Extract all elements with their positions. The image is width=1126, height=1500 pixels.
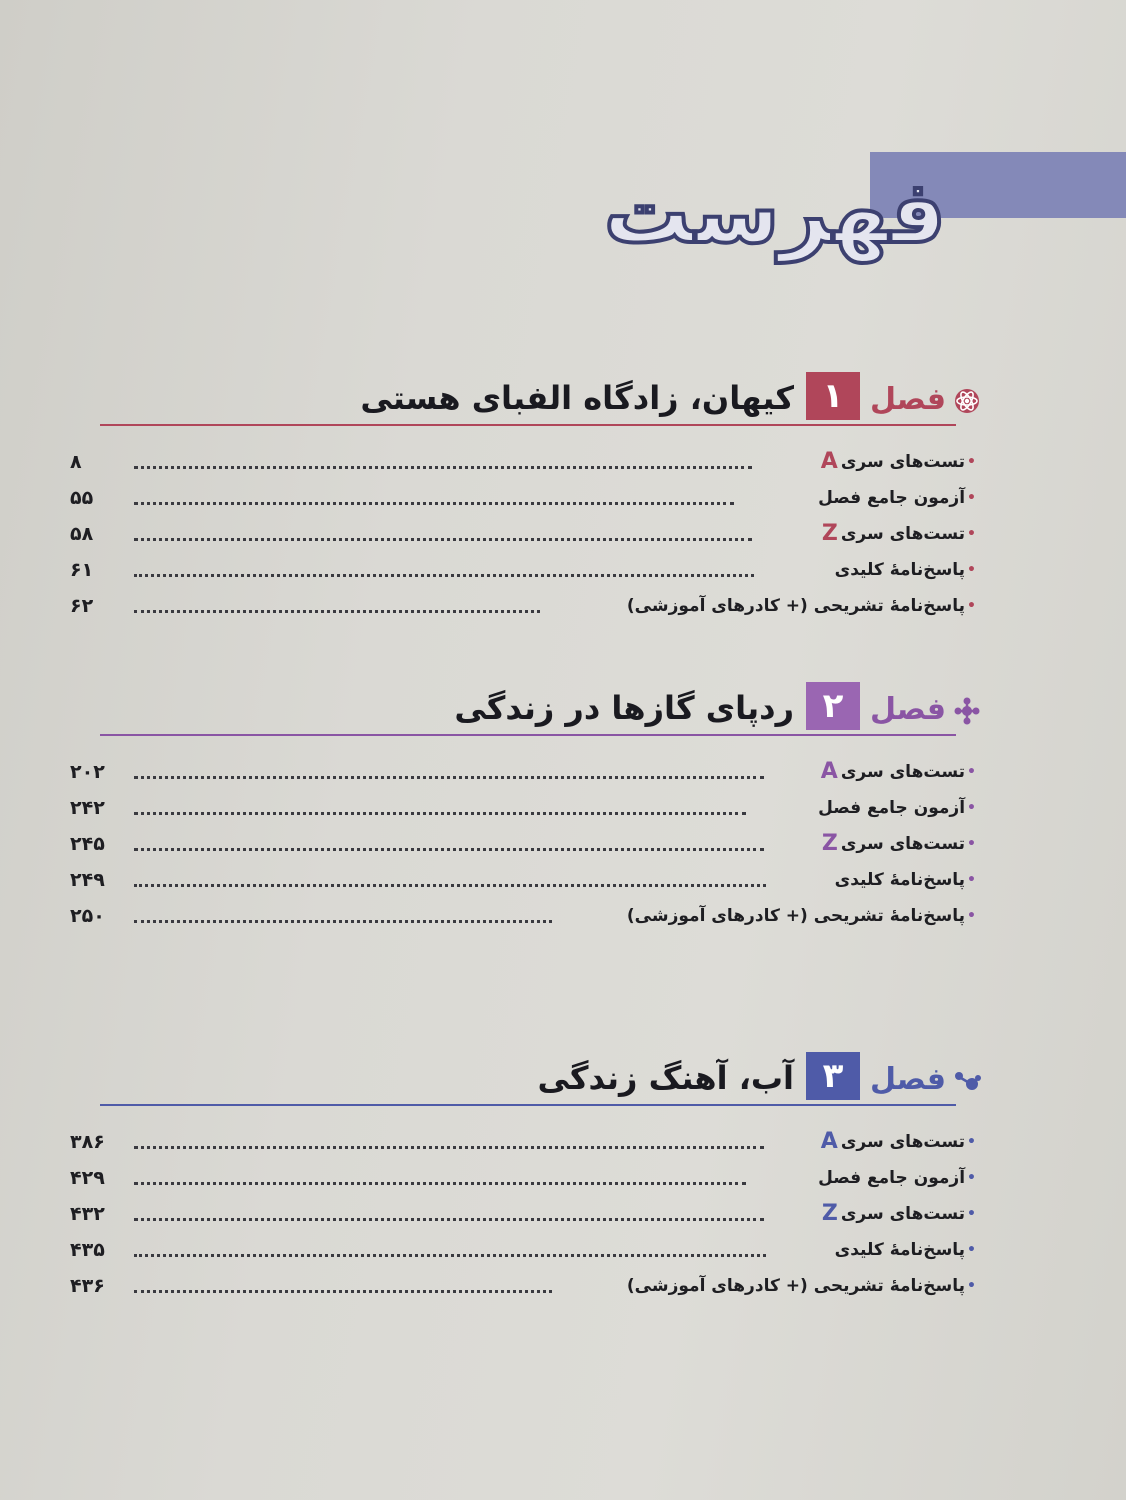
chapter-label: فصل — [870, 1062, 946, 1097]
toc-entry[interactable] — [70, 588, 976, 624]
bullet-icon: • — [967, 800, 976, 816]
chapter-divider — [100, 734, 956, 736]
series-label: A — [820, 759, 838, 784]
entry-list — [70, 754, 976, 934]
toc-entry[interactable] — [70, 1232, 976, 1268]
atom-icon — [952, 386, 982, 416]
leader-dots — [134, 1254, 766, 1257]
page-number: ۵۸ — [70, 523, 94, 545]
series-label: Z — [821, 1201, 838, 1226]
chapter-title: ردپای گازها در زندگی — [454, 689, 794, 727]
bullet-icon: • — [967, 454, 976, 470]
page-number: ۲۴۲ — [70, 797, 105, 819]
toc-entry[interactable] — [70, 754, 976, 790]
entry-title: تست‌های سری — [840, 1132, 966, 1152]
chapter-1 — [70, 372, 976, 617]
entry-title: پاسخ‌نامۀ تشریحی (+ کادرهای آموزشی) — [626, 1276, 966, 1296]
leader-dots — [134, 502, 734, 505]
toc-entry[interactable] — [70, 516, 976, 552]
series-label: Z — [821, 521, 838, 546]
page-number: ۵۵ — [70, 487, 94, 509]
entry-title: تست‌های سری — [840, 524, 966, 544]
entry-title: تست‌های سری — [840, 452, 966, 472]
chapter-label: فصل — [870, 382, 946, 417]
series-label: A — [820, 1129, 838, 1154]
leader-dots — [134, 920, 552, 923]
bullet-icon: • — [967, 598, 976, 614]
leader-dots — [134, 812, 746, 815]
toc-entry[interactable] — [70, 898, 976, 934]
chapter-header — [100, 682, 976, 732]
page-number: ۶۲ — [70, 595, 94, 617]
page-number: ۲۵۰ — [70, 905, 105, 927]
page-number: ۶۱ — [70, 559, 94, 581]
bullet-icon: • — [967, 1242, 976, 1258]
bullet-icon: • — [967, 908, 976, 924]
leader-dots — [134, 1218, 764, 1221]
bullet-icon: • — [967, 836, 976, 852]
leader-dots — [134, 1290, 552, 1293]
page-number: ۸ — [70, 451, 82, 473]
chapter-3 — [70, 1052, 976, 1297]
leader-dots — [134, 466, 752, 469]
chapter-number-badge: ۳ — [806, 1052, 860, 1100]
water-molecule-icon — [952, 1066, 982, 1096]
entry-title: تست‌های سری — [840, 1204, 966, 1224]
chapter-number-badge: ۲ — [806, 682, 860, 730]
bullet-icon: • — [967, 1134, 976, 1150]
series-label: Z — [821, 831, 838, 856]
toc-entry[interactable] — [70, 790, 976, 826]
page-number: ۴۳۵ — [70, 1239, 105, 1261]
page-number: ۴۳۲ — [70, 1203, 105, 1225]
toc-entry[interactable] — [70, 1268, 976, 1304]
toc-entry[interactable] — [70, 862, 976, 898]
entry-title: آزمون جامع فصل — [818, 798, 966, 818]
molecule-icon — [952, 696, 982, 726]
bullet-icon: • — [967, 490, 976, 506]
chapter-title: کیهان، زادگاه الفبای هستی — [360, 379, 794, 417]
page-number: ۴۲۹ — [70, 1167, 105, 1189]
toc-entry[interactable] — [70, 826, 976, 862]
toc-entry[interactable] — [70, 444, 976, 480]
page-number: ۳۸۶ — [70, 1131, 105, 1153]
chapter-header — [100, 372, 976, 422]
entry-title: پاسخ‌نامۀ کلیدی — [834, 870, 966, 890]
bullet-icon: • — [967, 872, 976, 888]
bullet-icon: • — [967, 1206, 976, 1222]
entry-list — [70, 444, 976, 624]
chapter-2 — [70, 682, 976, 927]
leader-dots — [134, 1146, 764, 1149]
leader-dots — [134, 848, 764, 851]
page-number: ۲۰۲ — [70, 761, 105, 783]
entry-title: آزمون جامع فصل — [818, 1168, 966, 1188]
entry-title: تست‌های سری — [840, 834, 966, 854]
leader-dots — [134, 776, 764, 779]
toc-entry[interactable] — [70, 1160, 976, 1196]
entry-title: پاسخ‌نامۀ تشریحی (+ کادرهای آموزشی) — [626, 906, 966, 926]
entry-list — [70, 1124, 976, 1304]
bullet-icon: • — [967, 1170, 976, 1186]
bullet-icon: • — [967, 526, 976, 542]
chapter-number-badge: ۱ — [806, 372, 860, 420]
entry-title: پاسخ‌نامۀ تشریحی (+ کادرهای آموزشی) — [626, 596, 966, 616]
toc-entry[interactable] — [70, 1196, 976, 1232]
leader-dots — [134, 538, 752, 541]
bullet-icon: • — [967, 562, 976, 578]
entry-title: پاسخ‌نامۀ کلیدی — [834, 1240, 966, 1260]
entry-title: آزمون جامع فصل — [818, 488, 966, 508]
toc-entry[interactable] — [70, 480, 976, 516]
page-number: ۲۴۵ — [70, 833, 105, 855]
page-number: ۴۳۶ — [70, 1275, 105, 1297]
entry-title: تست‌های سری — [840, 762, 966, 782]
toc-entry[interactable] — [70, 552, 976, 588]
entry-title: پاسخ‌نامۀ کلیدی — [834, 560, 966, 580]
chapter-divider — [100, 1104, 956, 1106]
leader-dots — [134, 574, 754, 577]
leader-dots — [134, 1182, 746, 1185]
toc-entry[interactable] — [70, 1124, 976, 1160]
leader-dots — [134, 884, 766, 887]
bullet-icon: • — [967, 764, 976, 780]
bullet-icon: • — [967, 1278, 976, 1294]
page-number: ۲۴۹ — [70, 869, 105, 891]
series-label: A — [820, 449, 838, 474]
leader-dots — [134, 610, 540, 613]
chapter-divider — [100, 424, 956, 426]
chapter-title: آب، آهنگ زندگی — [537, 1059, 794, 1097]
page-title: فهرست — [603, 163, 946, 263]
chapter-label: فصل — [870, 692, 946, 727]
chapter-header — [100, 1052, 976, 1102]
